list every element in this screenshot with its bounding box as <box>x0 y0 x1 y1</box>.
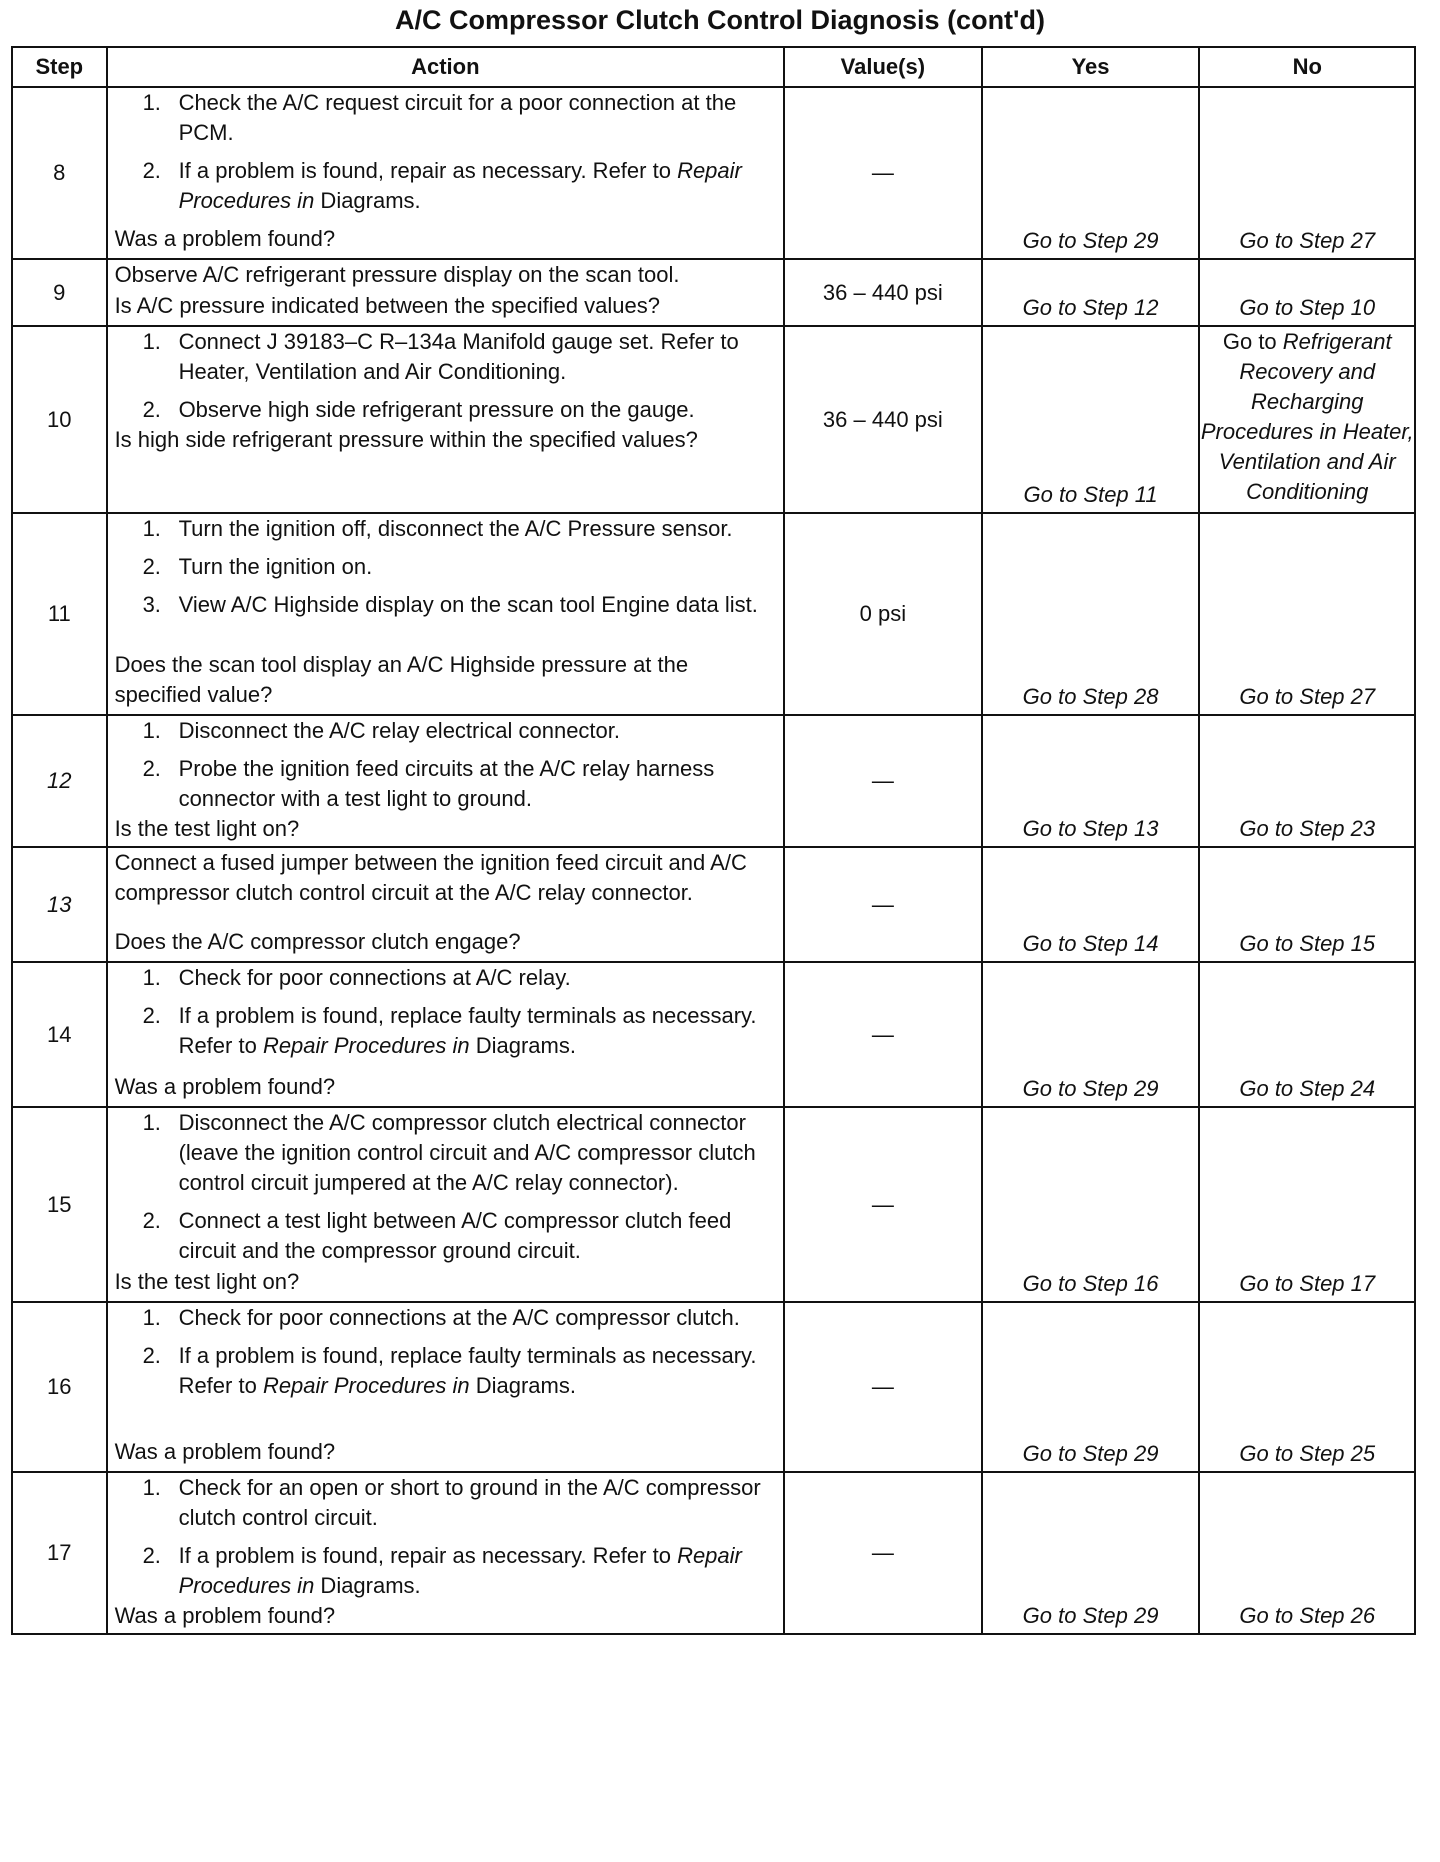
action-question: Was a problem found? <box>114 1439 336 1464</box>
value-cell: — <box>784 847 982 962</box>
step-cell <box>12 847 107 962</box>
action-content <box>115 88 778 254</box>
action-step-text: If a problem is found, repair as necessary. Refer to <box>178 158 678 183</box>
action-step-item <box>115 1541 778 1601</box>
value-cell: — <box>784 1472 982 1634</box>
action-cell <box>107 87 785 259</box>
action-step-list <box>115 327 778 425</box>
value-cell: 0 psi <box>784 513 982 715</box>
action-content <box>115 716 778 844</box>
action-step-text: Connect a test light between A/C compressor clutch feed circuit and the compressor ground circuit. <box>178 1208 732 1263</box>
action-step-text: If a problem is found, replace faulty terminals as necessary. Refer to <box>178 1003 757 1058</box>
action-step-list <box>115 88 778 216</box>
action-instruction: Connect a fused jumper between the ignition feed circuit and A/C compressor clutch control circuit at the A/C relay connector. <box>114 850 747 905</box>
no-cell: Go to Step 24 <box>1199 962 1415 1107</box>
table-row <box>12 87 1415 259</box>
action-content <box>115 848 778 957</box>
value-cell: — <box>784 1107 982 1302</box>
header-no: No <box>1199 47 1415 87</box>
no-procedure-reference: Refrigerant Recovery and Recharging Procedures in Heater, Ventilation and Air Conditioning <box>1200 329 1414 504</box>
action-step-number: 1. <box>142 718 161 743</box>
action-step-item <box>115 1341 778 1401</box>
action-step-item <box>115 963 778 993</box>
yes-cell: Go to Step 12 <box>982 259 1200 326</box>
action-content <box>115 327 778 508</box>
step-cell <box>12 962 107 1107</box>
table-row <box>12 1472 1415 1634</box>
header-values: Value(s) <box>784 47 982 87</box>
action-step-number: 2. <box>142 756 161 781</box>
value-cell: — <box>784 87 982 259</box>
action-question: Does the A/C compressor clutch engage? <box>114 929 521 954</box>
no-cell <box>1199 326 1415 513</box>
action-step-text-tail: Diagrams. <box>314 1573 421 1598</box>
action-content <box>115 1108 778 1297</box>
action-step-text: If a problem is found, replace faulty terminals as necessary. Refer to <box>178 1343 757 1398</box>
table-row <box>12 847 1415 962</box>
procedure-reference: Repair Procedures in <box>262 1033 470 1058</box>
action-step-number: 1. <box>142 1475 161 1500</box>
action-step-text: Turn the ignition off, disconnect the A/C Pressure sensor. <box>178 516 733 541</box>
action-step-number: 1. <box>142 90 161 115</box>
action-question: Does the scan tool display an A/C Highside pressure at the specified value? <box>114 652 689 707</box>
action-cell <box>107 326 785 513</box>
table-row <box>12 1302 1415 1472</box>
no-cell: Go to Step 27 <box>1199 513 1415 715</box>
action-step-item <box>115 552 778 582</box>
value-cell: 36 – 440 psi <box>784 326 982 513</box>
action-step-text: Check the A/C request circuit for a poor connection at the PCM. <box>178 90 737 145</box>
action-step-text-tail: Diagrams. <box>314 188 421 213</box>
step-number: 8 <box>53 160 66 185</box>
no-cell: Go to Step 27 <box>1199 87 1415 259</box>
action-cell <box>107 847 785 962</box>
action-step-number: 2. <box>142 1543 161 1568</box>
yes-cell: Go to Step 11 <box>982 326 1200 513</box>
action-steps <box>115 848 778 908</box>
action-step-text-tail: Diagrams. <box>469 1033 576 1058</box>
step-number: 16 <box>47 1374 72 1399</box>
action-step-number: 1. <box>142 516 161 541</box>
step-cell <box>12 513 107 715</box>
action-step-number: 1. <box>142 1110 161 1135</box>
action-content <box>115 1473 778 1631</box>
header-yes: Yes <box>982 47 1200 87</box>
action-step-text: Connect J 39183–C R–134a Manifold gauge set. Refer to Heater, Ventilation and Air Conditioning. <box>178 329 739 384</box>
yes-cell: Go to Step 28 <box>982 513 1200 715</box>
step-cell <box>12 326 107 513</box>
action-steps <box>115 514 778 620</box>
value-cell: — <box>784 962 982 1107</box>
action-question: Was a problem found? <box>114 226 336 251</box>
no-cell: Go to Step 10 <box>1199 259 1415 326</box>
action-step-text: Probe the ignition feed circuits at the A/C relay harness connector with a test light to ground. <box>178 756 715 811</box>
action-step-text: View A/C Highside display on the scan tool Engine data list. <box>178 592 758 617</box>
value-cell: — <box>784 715 982 847</box>
step-number: 15 <box>47 1191 72 1217</box>
table-row <box>12 259 1415 326</box>
procedure-reference: Repair Procedures in <box>178 158 742 213</box>
action-question: Is the test light on? <box>114 1269 300 1294</box>
yes-cell: Go to Step 29 <box>982 962 1200 1107</box>
action-step-list <box>115 1108 778 1266</box>
table-body <box>12 87 1415 1634</box>
action-content <box>115 260 778 321</box>
action-step-text-tail: Diagrams. <box>469 1373 576 1398</box>
step-cell <box>12 259 107 326</box>
procedure-reference: Repair Procedures in <box>178 1543 742 1598</box>
action-steps <box>115 716 778 814</box>
action-step-item <box>115 1001 778 1061</box>
procedure-reference: Repair Procedures in <box>262 1373 470 1398</box>
action-content <box>115 514 778 710</box>
step-cell <box>12 1107 107 1302</box>
header-step: Step <box>12 47 107 87</box>
action-question: Is A/C pressure indicated between the specified values? <box>114 293 660 318</box>
action-step-number: 2. <box>142 158 161 183</box>
no-cell: Go to Step 15 <box>1199 847 1415 962</box>
step-number: 14 <box>47 1021 72 1047</box>
diagnosis-table <box>11 46 1416 1635</box>
action-step-list <box>115 514 778 620</box>
action-steps <box>115 88 778 216</box>
action-step-item <box>115 156 778 216</box>
action-cell <box>107 1302 785 1472</box>
action-step-number: 1. <box>142 965 161 990</box>
action-step-number: 1. <box>142 329 161 354</box>
action-step-text: Observe high side refrigerant pressure on the gauge. <box>178 397 695 422</box>
action-step-item <box>115 1108 778 1198</box>
yes-cell: Go to Step 16 <box>982 1107 1200 1302</box>
action-step-number: 2. <box>142 1343 161 1368</box>
action-step-text: Turn the ignition on. <box>178 554 373 579</box>
no-prefix: Go to <box>1222 329 1283 354</box>
step-cell <box>12 87 107 259</box>
action-step-item <box>115 1473 778 1533</box>
yes-cell: Go to Step 29 <box>982 1472 1200 1634</box>
action-steps <box>115 1108 778 1266</box>
action-steps <box>115 963 778 1061</box>
action-steps <box>115 1473 778 1601</box>
action-step-text: Check for poor connections at A/C relay. <box>178 965 571 990</box>
yes-cell: Go to Step 14 <box>982 847 1200 962</box>
step-number: 17 <box>47 1540 72 1565</box>
step-number: 11 <box>47 601 71 626</box>
action-step-list <box>115 1473 778 1601</box>
yes-cell: Go to Step 13 <box>982 715 1200 847</box>
action-step-list <box>115 1303 778 1401</box>
action-step-item <box>115 754 778 814</box>
yes-cell: Go to Step 29 <box>982 1302 1200 1472</box>
step-cell <box>12 1302 107 1472</box>
action-question: Is the test light on? <box>114 816 300 841</box>
action-step-text: Disconnect the A/C relay electrical connector. <box>178 718 621 743</box>
step-cell <box>12 1472 107 1634</box>
action-step-item <box>115 88 778 148</box>
action-step-text: If a problem is found, repair as necessary. Refer to <box>178 1543 678 1568</box>
action-cell <box>107 1472 785 1634</box>
action-step-item <box>115 395 778 425</box>
step-cell <box>12 715 107 847</box>
action-step-text: Check for an open or short to ground in the A/C compressor clutch control circuit. <box>178 1475 761 1530</box>
action-question: Is high side refrigerant pressure within the specified values? <box>114 427 698 452</box>
action-step-number: 3. <box>142 592 161 617</box>
action-step-number: 2. <box>142 1003 161 1028</box>
action-step-item <box>115 716 778 746</box>
action-question: Was a problem found? <box>114 1603 336 1628</box>
no-reference <box>1200 327 1414 509</box>
step-number: 9 <box>53 279 66 305</box>
no-cell: Go to Step 26 <box>1199 1472 1415 1634</box>
action-cell <box>107 513 785 715</box>
table-row <box>12 962 1415 1107</box>
action-cell <box>107 1107 785 1302</box>
page-title: A/C Compressor Clutch Control Diagnosis (cont'd) <box>395 5 1045 35</box>
step-number: 12 <box>47 768 72 793</box>
action-step-list <box>115 963 778 1061</box>
action-content <box>115 963 778 1102</box>
action-step-number: 2. <box>142 397 161 422</box>
action-step-item <box>115 1206 778 1266</box>
action-instruction: Observe A/C refrigerant pressure display on the scan tool. <box>114 262 680 287</box>
action-cell <box>107 259 785 326</box>
table-row <box>12 326 1415 513</box>
action-step-number: 2. <box>142 554 161 579</box>
step-number: 13 <box>47 891 72 917</box>
action-step-list <box>115 716 778 814</box>
action-question: Was a problem found? <box>114 1074 336 1099</box>
table-row <box>12 513 1415 715</box>
action-cell <box>107 715 785 847</box>
action-content <box>115 1303 778 1467</box>
no-cell: Go to Step 25 <box>1199 1302 1415 1472</box>
action-cell <box>107 962 785 1107</box>
action-step-text: Disconnect the A/C compressor clutch electrical connector (leave the ignition control circuit and A/C compressor clutch control circuit jumpered at the A/C relay connector). <box>178 1110 756 1195</box>
action-steps <box>115 327 778 455</box>
value-cell: — <box>784 1302 982 1472</box>
action-step-item <box>115 514 778 544</box>
action-step-text: Check for poor connections at the A/C compressor clutch. <box>178 1305 740 1330</box>
action-step-item <box>115 1303 778 1333</box>
value-cell: 36 – 440 psi <box>784 259 982 326</box>
action-steps <box>115 260 778 290</box>
action-step-number: 1. <box>142 1305 161 1330</box>
header-row <box>12 47 1415 87</box>
action-step-number: 2. <box>142 1208 161 1233</box>
action-step-item <box>115 327 778 387</box>
action-steps <box>115 1303 778 1401</box>
table-row <box>12 1107 1415 1302</box>
action-step-item <box>115 590 778 620</box>
table-row <box>12 715 1415 847</box>
no-cell: Go to Step 17 <box>1199 1107 1415 1302</box>
header-action: Action <box>107 47 785 87</box>
step-number: 10 <box>47 406 72 432</box>
no-cell: Go to Step 23 <box>1199 715 1415 847</box>
yes-cell: Go to Step 29 <box>982 87 1200 259</box>
